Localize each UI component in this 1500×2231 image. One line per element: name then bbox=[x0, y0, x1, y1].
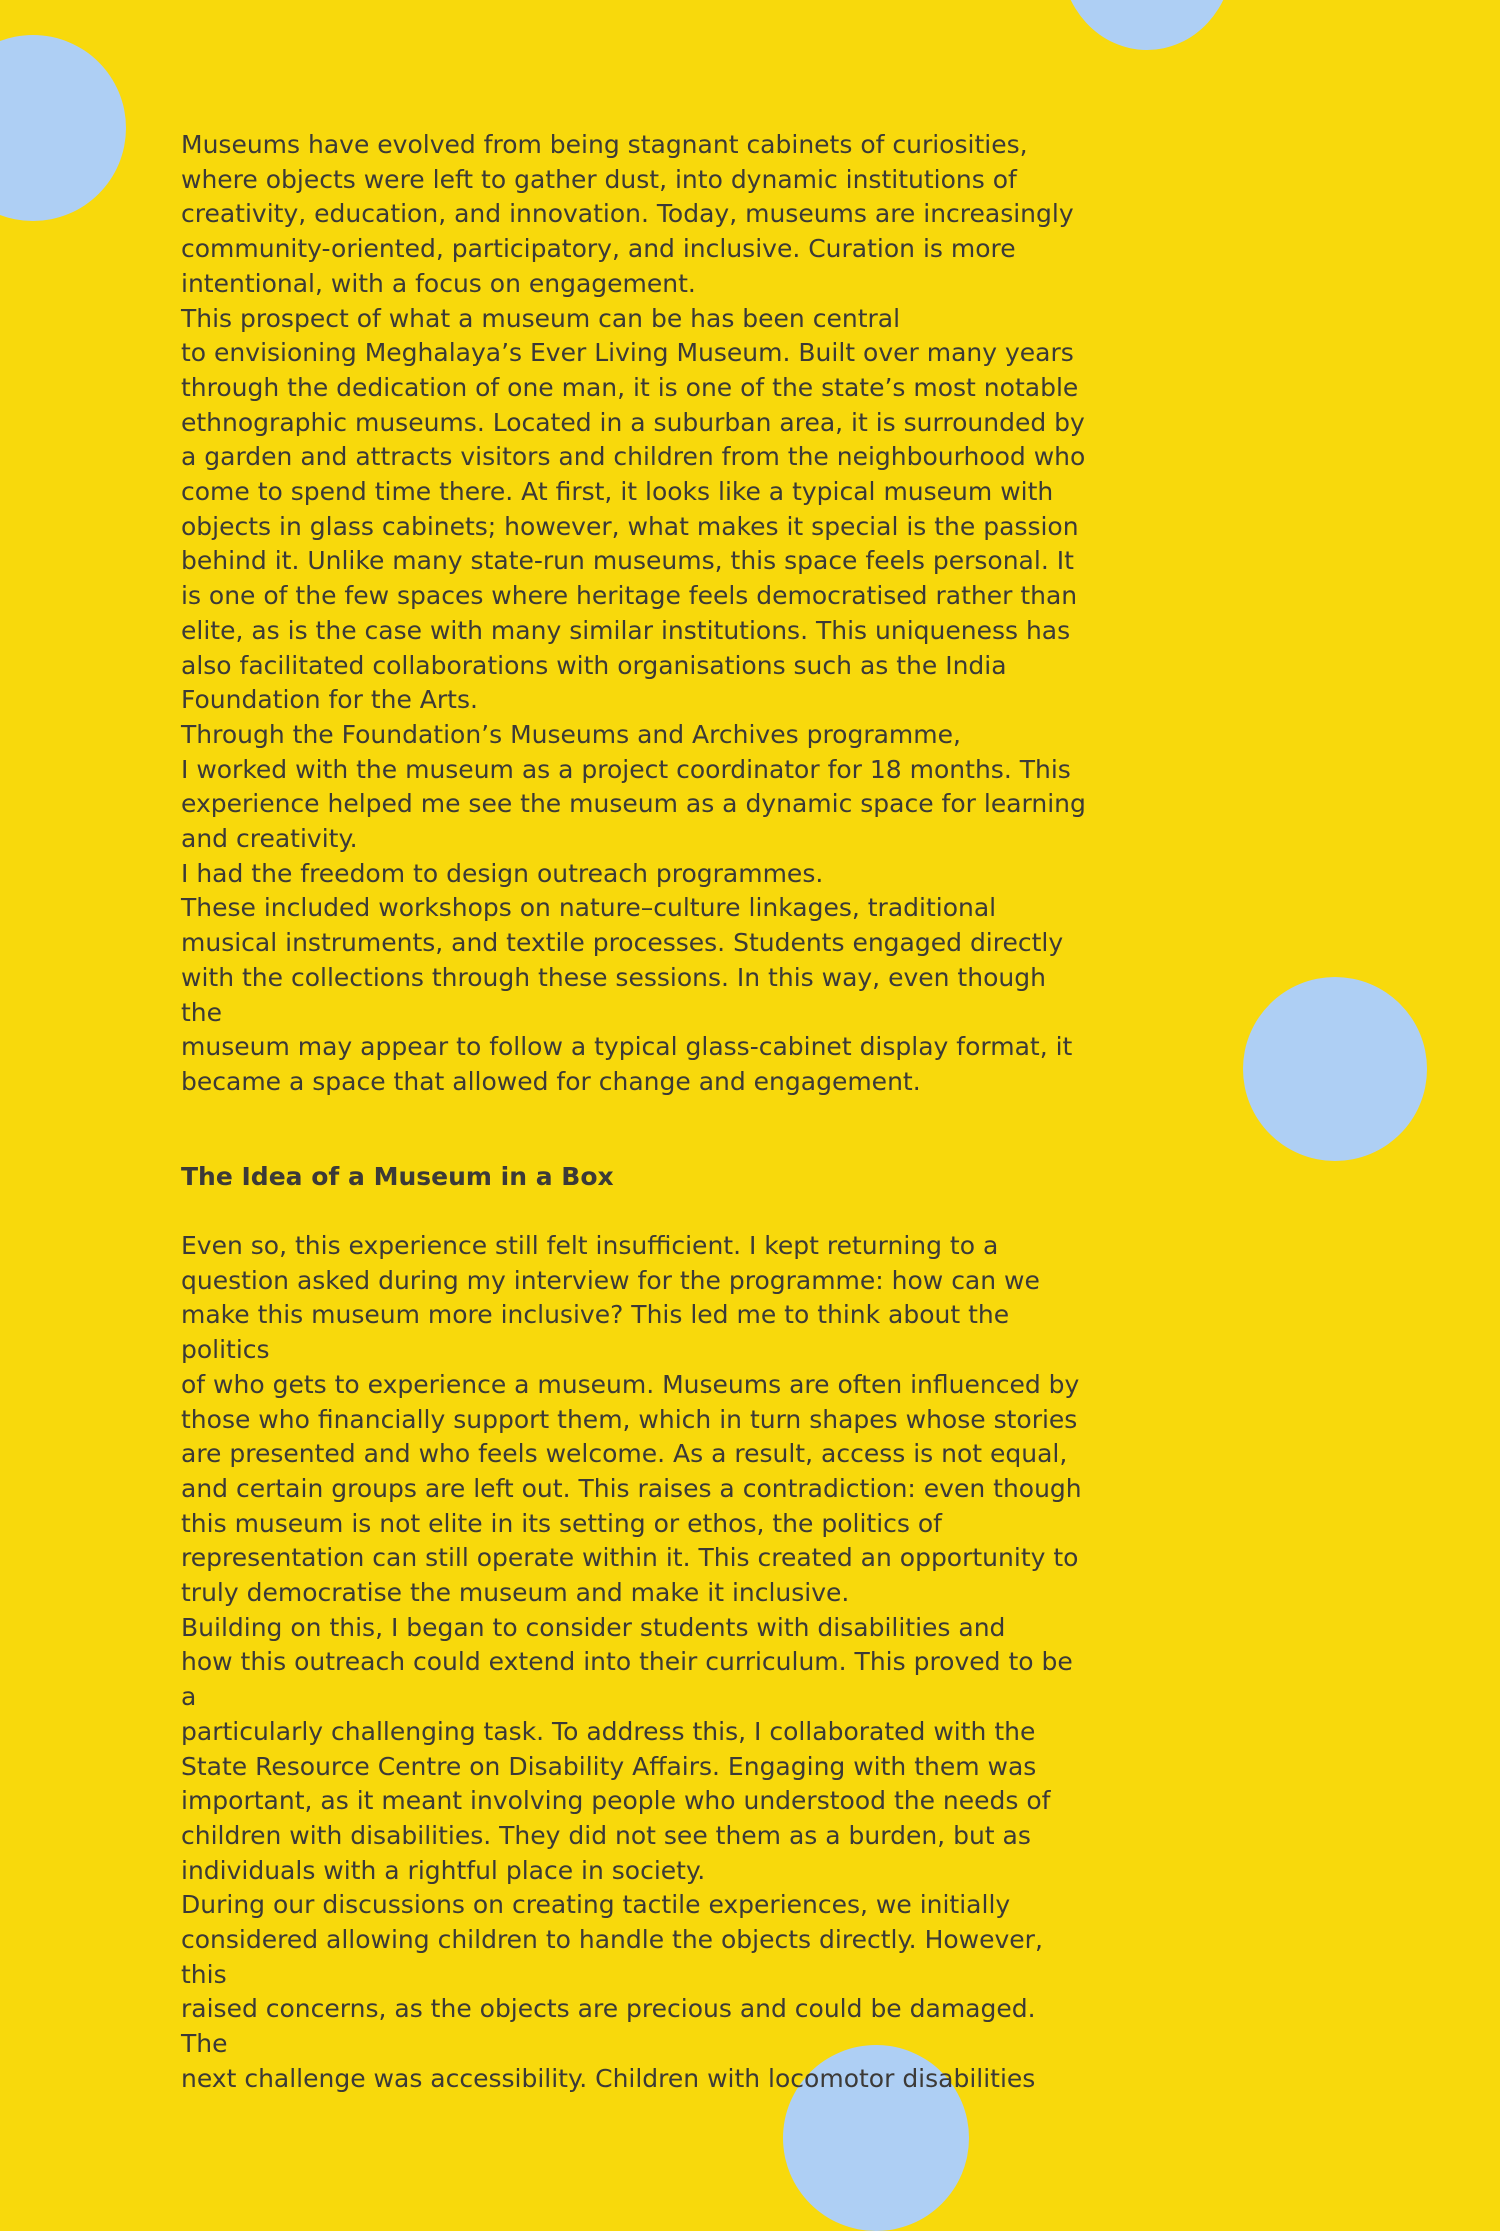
paragraph: Museums have evolved from being stagnant cabinets of curiosities, where objects were left to gather dust, into dynamic institutions of creativity, education, and innovation. Today, museums are increasingly community-oriented, participatory, and inclusive. Curation is more intentional, with a focus on engagement. bbox=[181, 130, 1074, 298]
paragraph: Building on this, I began to consider students with disabilities and how this outreach could extend into their curriculum. This proved to be a particularly challenging task. To address this, I collaborated with the State Resource Centre on Disability Affairs. Engaging with them was important, as it meant involving people who understood the needs of children with disabilities. They did not see them as a burden, but as individuals with a rightful place in society. bbox=[181, 1612, 1073, 1885]
paragraph: This prospect of what a museum can be has been central to envisioning Meghalaya’s Ever Living Museum. Built over many years through the dedication of one man, it is one of the state’s most notable ethnographic museums. Located in a suburban area, it is surrounded by a garden and attracts visitors and children from the neighbourhood who come to spend time there. At first, it looks like a typical museum with objects in glass cabinets; however, what makes it special is the passion behind it. Unlike many state-run museums, this space feels personal. It is one of the few spaces where heritage feels democratised rather than elite, as is the case with many similar institutions. This uniqueness has also facilitated collaborations with organisations such as the India Foundation for the Arts. bbox=[181, 303, 1086, 715]
section-heading-container bbox=[181, 1160, 1086, 1195]
section-heading: The Idea of a Museum in a Box bbox=[181, 1162, 614, 1191]
paragraph: I had the freedom to design outreach programmes. These included workshops on nature–culture linkages, traditional musical instruments, and textile processes. Students engaged directly with the collections through these sessions. In this way, even though the museum may appear to follow a typical glass-cabinet display format, it became a space that allowed for change and engagement. bbox=[181, 858, 1073, 1096]
article-section-museum-in-a-box bbox=[181, 1229, 1086, 2097]
decorative-circle-left bbox=[0, 35, 126, 221]
decorative-circle-right bbox=[1243, 977, 1427, 1161]
paragraph: During our discussions on creating tactile experiences, we initially considered allowing children to handle the objects directly. However, this raised concerns, as the objects are precious and could be damaged. The next challenge was accessibility. Children with locomotor disabilities bbox=[181, 1890, 1043, 2093]
paragraph: Through the Foundation’s Museums and Archives programme, I worked with the museum as a project coordinator for 18 months. This experience helped me see the museum as a dynamic space for learning and creativity. bbox=[181, 719, 1086, 854]
paragraph: Even so, this experience still felt insufficient. I kept returning to a question asked during my interview for the programme: how can we make this museum more inclusive? This led me to think about the politics of who gets to experience a museum. Museums are often influenced by those who financially support them, which in turn shapes whose stories are presented and who feels welcome. As a result, access is not equal, and certain groups are left out. This raises a contradiction: even though this museum is not elite in its setting or ethos, the politics of representation can still operate within it. This created an opportunity to truly democratise the museum and make it inclusive. bbox=[181, 1231, 1082, 1608]
article-section-intro bbox=[181, 128, 1086, 1100]
decorative-circle-top bbox=[1061, 0, 1233, 50]
